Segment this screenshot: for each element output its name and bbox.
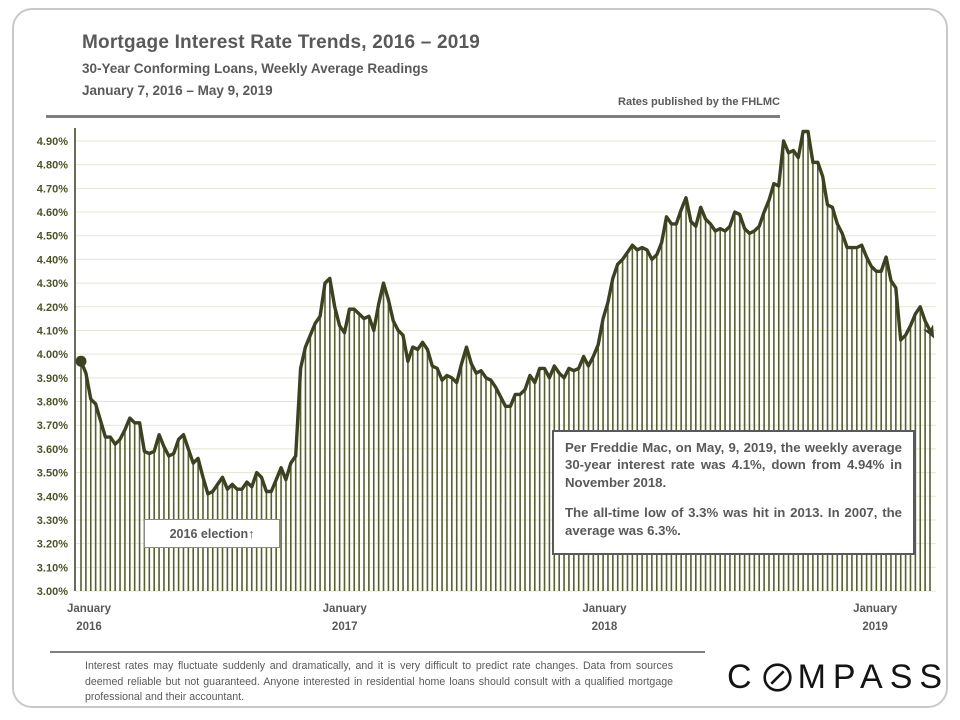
chart-subtitle: 30-Year Conforming Loans, Weekly Average Readings (82, 61, 429, 76)
election-annotation (144, 519, 280, 548)
svg-text:3.50%: 3.50% (36, 467, 68, 480)
svg-text:4.60%: 4.60% (36, 207, 68, 220)
svg-text:4.90%: 4.90% (36, 136, 68, 148)
svg-text:3.30%: 3.30% (36, 514, 68, 527)
election-annotation-label: 2016 election↑ (169, 526, 255, 541)
compass-o-icon (761, 661, 794, 694)
svg-text:2017: 2017 (331, 621, 358, 633)
compass-logo (727, 660, 949, 694)
svg-text:3.10%: 3.10% (36, 562, 68, 575)
svg-text:2016: 2016 (76, 621, 102, 633)
svg-text:3.00%: 3.00% (36, 586, 68, 598)
svg-text:4.10%: 4.10% (36, 325, 68, 338)
footer-divider (50, 651, 705, 653)
svg-text:2018: 2018 (591, 621, 618, 633)
chart-date-range: January 7, 2016 – May 9, 2019 (82, 83, 273, 98)
series-start-dot (76, 356, 87, 367)
svg-text:3.40%: 3.40% (36, 491, 68, 504)
compass-logo-letters-mpass: MPASS (797, 658, 950, 696)
svg-text:3.70%: 3.70% (36, 420, 68, 433)
chart-title: Mortgage Interest Rate Trends, 2016 – 2019 (82, 32, 481, 53)
svg-text:3.90%: 3.90% (36, 372, 68, 385)
freddie-mac-info-box (552, 430, 915, 555)
svg-text:4.30%: 4.30% (36, 278, 68, 291)
info-paragraph-2: The all-time low of 3.3% was hit in 2013. In 2007, the average was 6.3%. (565, 505, 902, 538)
svg-text:4.50%: 4.50% (36, 230, 68, 243)
svg-text:January: January (66, 603, 112, 615)
svg-text:4.00%: 4.00% (36, 349, 68, 362)
svg-text:3.60%: 3.60% (36, 443, 68, 456)
svg-text:January: January (322, 603, 367, 615)
svg-text:3.80%: 3.80% (36, 396, 68, 409)
svg-text:4.70%: 4.70% (36, 183, 68, 196)
svg-text:4.20%: 4.20% (36, 301, 68, 314)
svg-text:January: January (582, 603, 627, 615)
svg-text:4.80%: 4.80% (36, 159, 68, 172)
disclaimer-text: Interest rates may fluctuate suddenly and dramatically, and it is very difficult to predict rate changes. Data from sources deemed reliable but not guaranteed. Anyone interested in residential home loans should consult with a qualified mortgage professional and their accountant. (85, 660, 673, 704)
y-axis-labels (37, 136, 68, 598)
svg-text:4.40%: 4.40% (36, 254, 68, 267)
svg-text:2019: 2019 (862, 621, 888, 633)
compass-logo-letter-c: C (727, 658, 759, 696)
svg-text:January: January (853, 603, 898, 615)
x-axis-labels (67, 603, 898, 633)
svg-text:3.20%: 3.20% (36, 538, 68, 551)
rates-source-note: Rates published by the FHLMC (618, 96, 780, 108)
info-paragraph-1: Per Freddie Mac, on May, 9, 2019, the weekly average 30-year interest rate was 4.1%, down from 4.94% in November 2018. (565, 440, 902, 490)
